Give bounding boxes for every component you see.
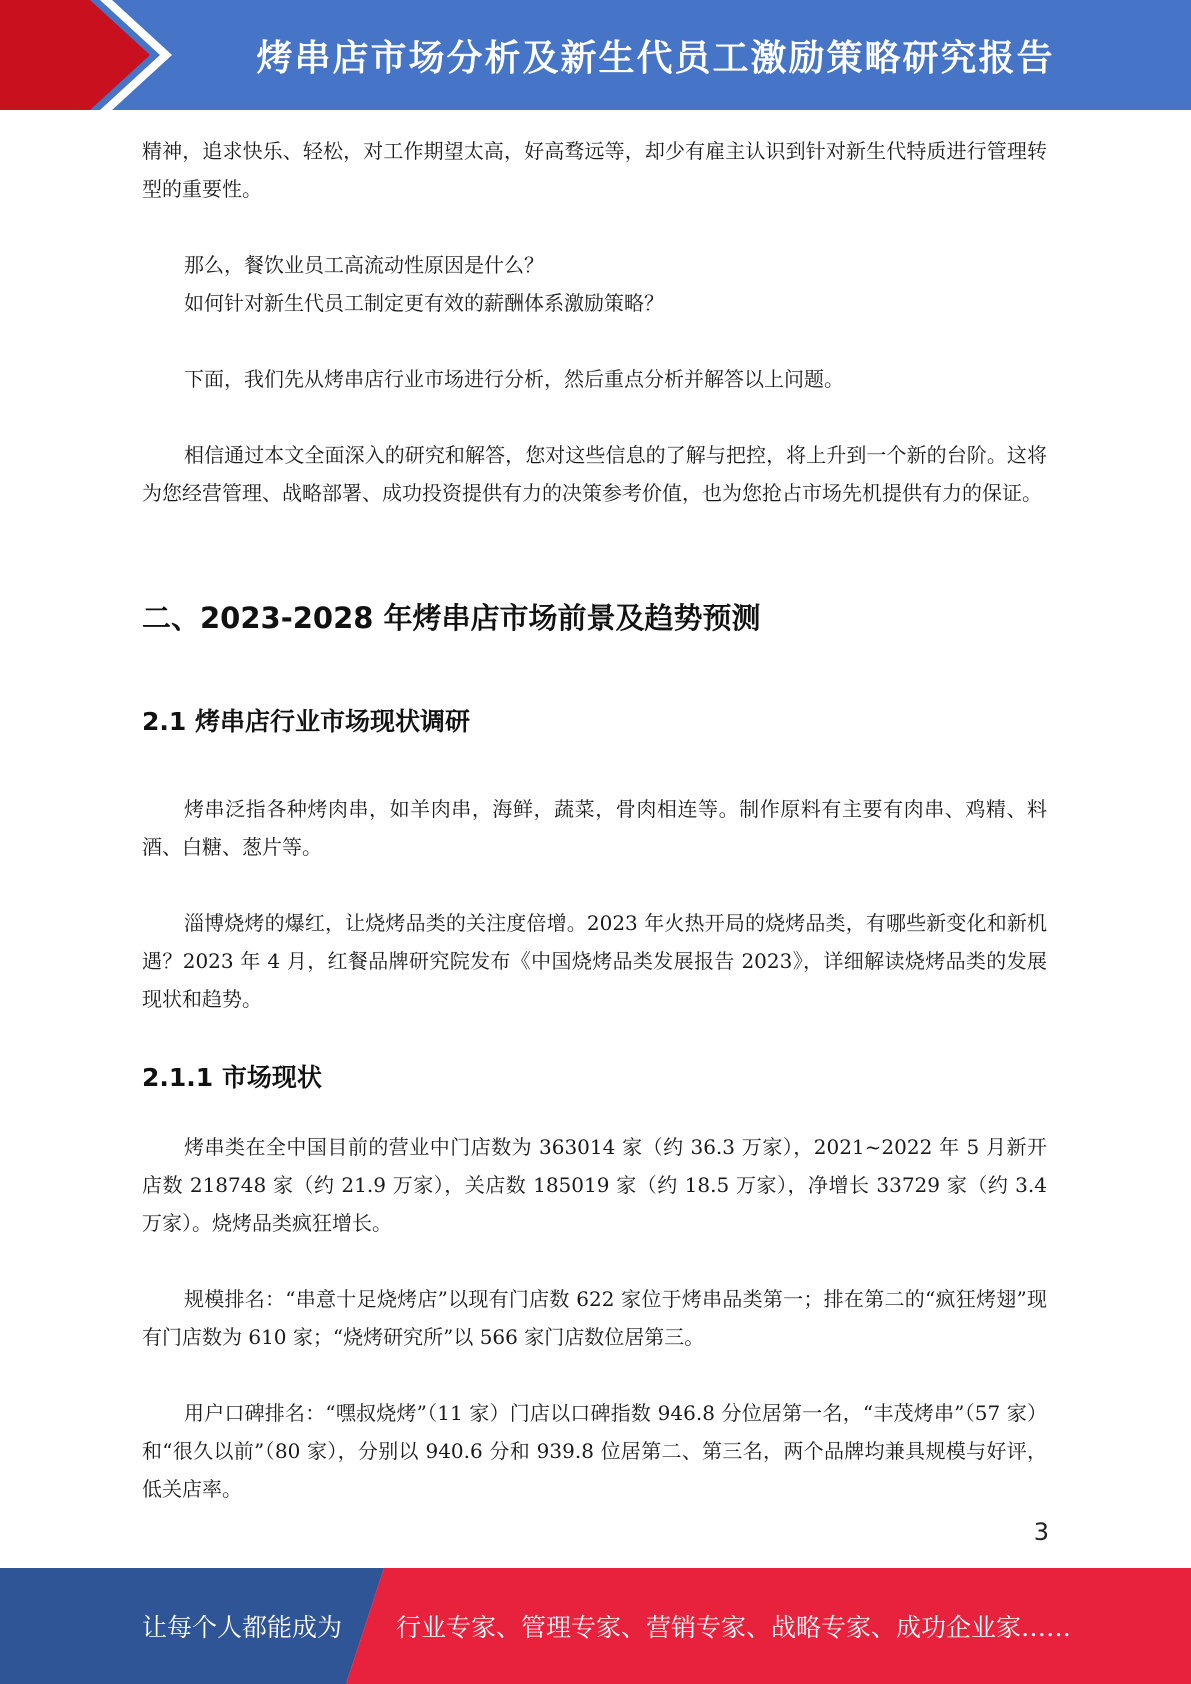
report-title: 烤串店市场分析及新生代员工激励策略研究报告 — [256, 37, 1055, 79]
definition-paragraph — [142, 790, 1047, 866]
belief-paragraph — [142, 436, 1047, 512]
paragraph-text: 相信通过本文全面深入的研究和解答，您对这些信息的了解与把控，将上升到一个新的台阶。这将为您经营管理、战略部署、成功投资提供有力的决策参考价值，也为您抢占市场先机提供有力的保证。 — [142, 443, 1047, 505]
scale-ranking-paragraph — [142, 1280, 1047, 1356]
paragraph-text: 下面，我们先从烤串店行业市场进行分析，然后重点分析并解答以上问题。 — [184, 367, 844, 391]
page-header — [0, 0, 1191, 110]
page-number: 3 — [1033, 1518, 1049, 1546]
next-paragraph — [142, 360, 1047, 398]
paragraph-text: 烤串类在全中国目前的营业中门店数为 363014 家（约 36.3 万家），2021~2022 年 5 月新开店数 218748 家（约 21.9 万家），关店数 185019 家（约 18.5 万家），净增长 33729 家（约 3.4 万家）。烧烤品类疯狂增长。 — [142, 1135, 1047, 1235]
questions-block — [142, 246, 1047, 322]
stores-paragraph — [142, 1128, 1047, 1242]
zibo-paragraph — [142, 904, 1047, 1018]
footer-slogan-right: 行业专家、管理专家、营销专家、战略专家、成功企业家…… — [396, 1613, 1072, 1642]
footer-slogan-left: 让每个人都能成为 — [142, 1613, 343, 1642]
paragraph-text: 用户口碑排名：“嘿叔烧烤”（11 家）门店以口碑指数 946.8 分位居第一名，“丰茂烤串”（57 家）和“很久以前”（80 家），分别以 940.6 分和 939.8 位居第二、第三名，两个品牌均兼具规模与好评，低关店率。 — [142, 1401, 1047, 1501]
question-2: 如何针对新生代员工制定更有效的薪酬体系激励策略？ — [184, 291, 664, 315]
paragraph-text: 烤串泛指各种烤肉串，如羊肉串，海鲜，蔬菜，骨肉相连等。制作原料有主要有肉串、鸡精、料酒、白糖、葱片等。 — [142, 797, 1047, 859]
intro-paragraph — [142, 132, 1047, 208]
paragraph-text: 规模排名：“串意十足烧烤店”以现有门店数 622 家位于烤串品类第一；排在第二的“疯狂烤翅”现有门店数为 610 家；“烧烤研究所”以 566 家门店数位居第三。 — [142, 1287, 1047, 1349]
paragraph-text: 淄博烧烤的爆红，让烧烤品类的关注度倍增。2023 年火热开局的烧烤品类，有哪些新变化和新机遇？2023 年 4 月，红餐品牌研究院发布《中国烧烤品类发展报告 2023》，详细解读烧烤品类的发展现状和趋势。 — [142, 911, 1047, 1011]
reputation-ranking-paragraph — [142, 1394, 1047, 1508]
section-2-1-heading: 2.1 烤串店行业市场现状调研 — [142, 707, 470, 736]
section-2-heading: 二、2023-2028 年烤串店市场前景及趋势预测 — [142, 601, 761, 635]
paragraph-text: 精神，追求快乐、轻松，对工作期望太高，好高骛远等，却少有雇主认识到针对新生代特质进行管理转型的重要性。 — [142, 139, 1047, 201]
page-footer — [0, 1568, 1191, 1684]
section-2-1-1-heading: 2.1.1 市场现状 — [142, 1063, 322, 1092]
question-1: 那么，餐饮业员工高流动性原因是什么？ — [184, 253, 544, 277]
